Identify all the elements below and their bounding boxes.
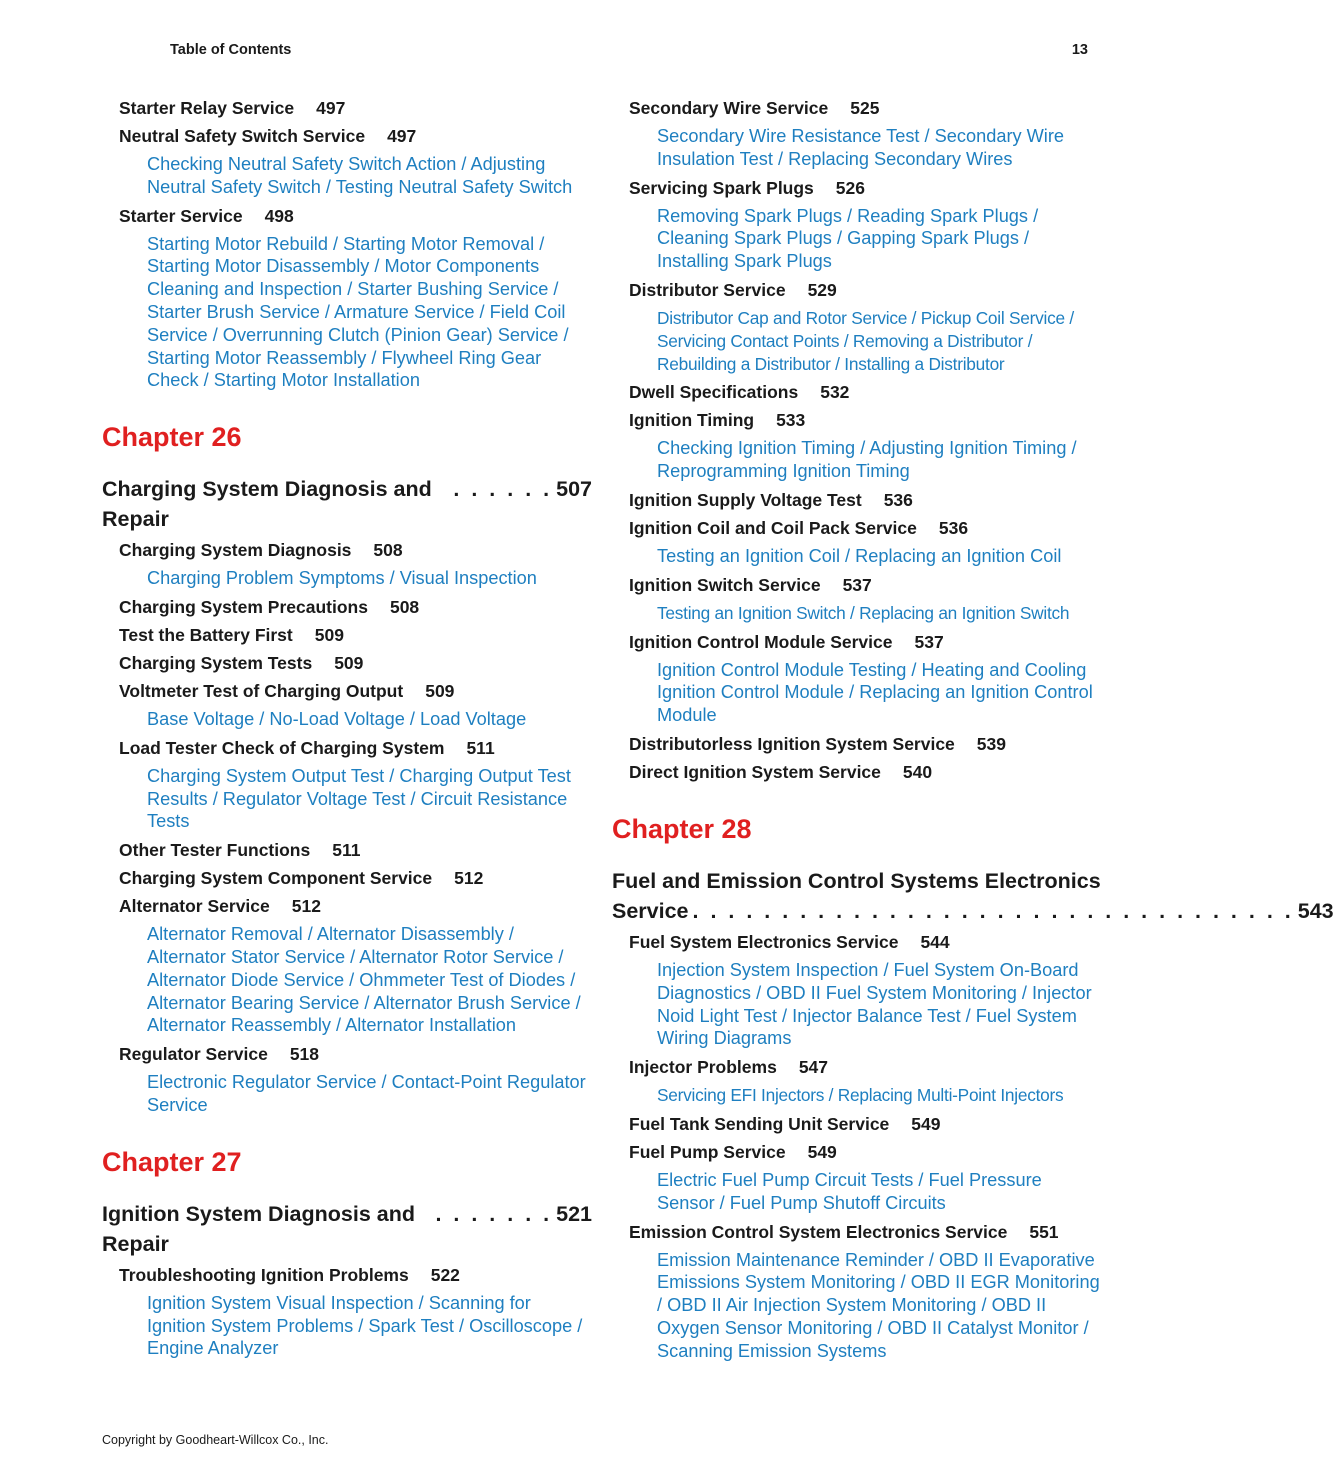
entry-title: Other Tester Functions	[119, 840, 311, 861]
toc-entry	[119, 97, 592, 120]
entry-title: Ignition Timing	[629, 410, 755, 431]
section-page: 521	[556, 1201, 592, 1226]
entry-title: Alternator Service	[119, 896, 270, 917]
section-page: 507	[556, 477, 592, 502]
entry-title: Secondary Wire Service	[629, 98, 829, 118]
entry-title: Starter Service	[119, 205, 243, 226]
toc-subtopics: Emission Maintenance Reminder / OBD II Evaporative Emissions System Monitoring / OBD II EGR Monitoring / OBD II Air Injection System Monitoring / OBD II Oxygen Sensor Monitoring / OBD II Catalyst Monitor / Scanning Emission Systems	[657, 1249, 1100, 1361]
toc-subtopics: Removing Spark Plugs / Reading Spark Plugs / Cleaning Spark Plugs / Gapping Spark Plugs / Installing Spark Plugs	[657, 205, 1039, 272]
entry-page: 533	[776, 410, 806, 431]
toc-subtopics: Electronic Regulator Service / Contact-Point Regulator Service	[147, 1072, 586, 1115]
toc-subtopics: Distributor Cap and Rotor Service / Pickup Coil Service / Servicing Contact Points / Removing a Distributor / Rebuilding a Distributor / Installing a Distributor	[657, 307, 1074, 374]
toc-entry	[629, 761, 1102, 784]
toc-entry	[119, 205, 592, 228]
entry-page: 512	[291, 896, 321, 917]
copyright-footer: Copyright by Goodheart-Willcox Co., Inc.	[102, 1433, 329, 1447]
toc-entry	[629, 177, 1102, 200]
chapter-27-entries-right	[612, 97, 1102, 784]
toc-subtopics: Ignition System Visual Inspection / Scanning for Ignition System Problems / Spark Test / Oscilloscope / Engine Analyzer	[147, 1292, 583, 1359]
entry-page: 544	[920, 931, 950, 952]
section-name-line1: Fuel and Emission Control Systems Electronics	[612, 868, 1101, 893]
toc-entry	[629, 1141, 1102, 1164]
entry-title: Fuel Pump Service	[629, 1141, 786, 1162]
toc-entry	[629, 733, 1102, 756]
entry-page: 525	[850, 98, 880, 118]
entry-page: 508	[389, 596, 420, 617]
toc-subtopics: Servicing EFI Injectors / Replacing Multi-Point Injectors	[657, 1085, 1064, 1106]
toc-subtopics: Ignition Control Module Testing / Heating and Cooling Ignition Control Module / Replacing an Ignition Control Module	[657, 659, 1093, 726]
entry-page: 539	[976, 733, 1006, 754]
entry-page: 536	[883, 489, 913, 510]
toc-entry	[629, 1221, 1102, 1244]
dot-leader: . . . . . .	[453, 477, 553, 502]
entry-page: 497	[387, 126, 417, 146]
entry-title: Distributorless Ignition System Service	[629, 733, 955, 754]
section-name-line2: Service	[612, 898, 689, 923]
running-head	[170, 42, 1088, 58]
entry-title: Distributor Service	[629, 279, 786, 300]
entry-title: Fuel Tank Sending Unit Service	[629, 1113, 890, 1134]
entry-page: 498	[264, 205, 294, 226]
entry-page: 547	[798, 1057, 829, 1078]
toc-subtopics: Checking Ignition Timing / Adjusting Ignition Timing / Reprogramming Ignition Timing	[657, 438, 1077, 482]
left-top-entries	[102, 97, 592, 392]
toc-entry	[629, 489, 1102, 512]
entry-title: Regulator Service	[119, 1044, 268, 1065]
entry-page: 540	[902, 761, 933, 782]
toc-subtopics: Starting Motor Rebuild / Starting Motor Removal / Starting Motor Disassembly / Motor Components Cleaning and Inspection / Starter Bushing Service / Starter Brush Service / Armature Service / Field Coil Service / Overrunning Clutch (Pinion Gear) Service / Starting Motor Reassembly / Flywheel Ring Gear Check / Starting Motor Installation	[147, 233, 569, 391]
chapter-28-heading: Chapter 28	[612, 813, 752, 844]
entry-page: 526	[835, 177, 865, 198]
chapter-26-section-title	[102, 474, 592, 534]
entry-title: Direct Ignition System Service	[629, 761, 881, 782]
dot-leader: . . . . . . . . . . . . . . . . . . . . . . . . . . . . . . . . . .	[692, 898, 1294, 923]
toc-entry	[119, 652, 592, 675]
entry-title: Charging System Diagnosis	[119, 540, 352, 561]
toc-entry	[629, 1113, 1102, 1136]
toc-entry	[629, 631, 1102, 654]
toc-entry	[119, 895, 592, 918]
toc-entry	[119, 125, 592, 148]
entry-title: Troubleshooting Ignition Problems	[119, 1264, 409, 1285]
entry-title: Test the Battery First	[119, 624, 293, 645]
toc-subtopics: Alternator Removal / Alternator Disassembly / Alternator Stator Service / Alternator Rotor Service / Alternator Diode Service / Ohmmeter Test of Diodes / Alternator Bearing Service / Alternator Brush Service / Alternator Reassembly / Alternator Installation	[147, 924, 581, 1036]
entry-title: Charging System Component Service	[119, 868, 433, 889]
toc-entry	[119, 624, 592, 647]
toc-entry	[629, 381, 1102, 404]
entry-title: Ignition Control Module Service	[629, 631, 893, 652]
entry-page: 522	[430, 1264, 460, 1285]
entry-title: Charging System Tests	[119, 652, 313, 673]
entry-title: Injector Problems	[629, 1057, 777, 1078]
entry-page: 537	[914, 631, 944, 652]
entry-page: 532	[820, 382, 850, 403]
dot-leader: . . . . . . .	[435, 1201, 553, 1226]
toc-subtopics: Charging System Output Test / Charging Output Test Results / Regulator Voltage Test / Circuit Resistance Tests	[147, 765, 571, 832]
chapter-27-heading: Chapter 27	[102, 1146, 242, 1177]
entry-page: 508	[373, 540, 403, 561]
chapter-27-section-title	[102, 1199, 592, 1259]
section-name: Charging System Diagnosis and Repair	[102, 477, 432, 532]
entry-title: Servicing Spark Plugs	[629, 177, 814, 198]
toc-subtopics: Secondary Wire Resistance Test / Secondary Wire Insulation Test / Replacing Secondary Wires	[657, 126, 1065, 169]
entry-title: Ignition Supply Voltage Test	[629, 489, 862, 510]
entry-page: 536	[938, 517, 969, 538]
entry-title: Ignition Switch Service	[629, 574, 821, 595]
section-name: Ignition System Diagnosis and Repair	[102, 1201, 415, 1256]
toc-subtopics: Testing an Ignition Coil / Replacing an Ignition Coil	[657, 545, 1062, 566]
entry-page: 518	[289, 1044, 320, 1065]
entry-page: 509	[425, 680, 455, 701]
entry-page: 512	[454, 868, 484, 889]
entry-title: Emission Control System Electronics Service	[629, 1221, 1008, 1242]
toc-subtopics: Charging Problem Symptoms / Visual Inspection	[147, 568, 537, 589]
entry-title: Neutral Safety Switch Service	[119, 126, 366, 146]
chapter-27-entries-left	[102, 1264, 592, 1360]
toc-entry	[119, 867, 592, 890]
entry-page: 537	[842, 574, 872, 595]
chapter-26-heading: Chapter 26	[102, 422, 242, 453]
section-page: 543	[1297, 898, 1334, 923]
entry-page: 497	[316, 98, 346, 118]
entry-page: 549	[911, 1113, 941, 1134]
entry-title: Charging System Precautions	[119, 596, 368, 617]
toc-entry	[119, 1043, 592, 1066]
toc-subtopics: Checking Neutral Safety Switch Action / Adjusting Neutral Safety Switch / Testing Neutral Safety Switch	[147, 154, 573, 197]
running-head-title: Table of Contents	[170, 42, 292, 58]
toc-subtopics: Electric Fuel Pump Circuit Tests / Fuel Pressure Sensor / Fuel Pump Shutoff Circuits	[657, 1169, 1042, 1213]
toc-entry	[629, 517, 1102, 540]
toc-entry	[119, 839, 592, 862]
entry-page: 551	[1029, 1221, 1059, 1242]
toc-entry	[629, 409, 1102, 432]
toc-entry	[629, 931, 1102, 954]
entry-title: Dwell Specifications	[629, 382, 799, 403]
toc-subtopics: Testing an Ignition Switch / Replacing an Ignition Switch	[657, 602, 1070, 623]
left-column	[102, 92, 592, 1366]
toc-entry	[119, 596, 592, 619]
entry-page: 549	[807, 1141, 837, 1162]
toc-entry	[629, 574, 1102, 597]
toc-entry	[119, 680, 592, 703]
entry-page: 509	[334, 652, 364, 673]
entry-title: Ignition Coil and Coil Pack Service	[629, 517, 917, 538]
entry-title: Fuel System Electronics Service	[629, 931, 899, 952]
entry-page: 529	[807, 279, 837, 300]
entry-title: Starter Relay Service	[119, 98, 295, 118]
toc-subtopics: Base Voltage / No-Load Voltage / Load Voltage	[147, 708, 527, 729]
chapter-28-section-title	[612, 866, 1334, 926]
toc-entry	[119, 1264, 592, 1287]
right-column	[612, 92, 1334, 1369]
toc-entry	[629, 279, 1102, 302]
toc-subtopics: Injection System Inspection / Fuel System On-Board Diagnostics / OBD II Fuel System Monitoring / Injector Noid Light Test / Injector Balance Test / Fuel System Wiring Diagrams	[657, 959, 1092, 1049]
entry-page: 509	[314, 624, 344, 645]
toc-entry	[119, 737, 592, 760]
page-number: 13	[1071, 42, 1088, 58]
chapter-26-entries	[102, 539, 592, 1117]
chapter-28-entries	[612, 931, 1102, 1363]
entry-page: 511	[466, 737, 495, 758]
entry-page: 511	[332, 840, 361, 861]
toc-entry	[629, 1056, 1102, 1079]
toc-entry	[119, 539, 592, 562]
entry-title: Voltmeter Test of Charging Output	[119, 680, 404, 701]
entry-title: Load Tester Check of Charging System	[119, 737, 445, 758]
toc-entry	[629, 97, 1102, 120]
